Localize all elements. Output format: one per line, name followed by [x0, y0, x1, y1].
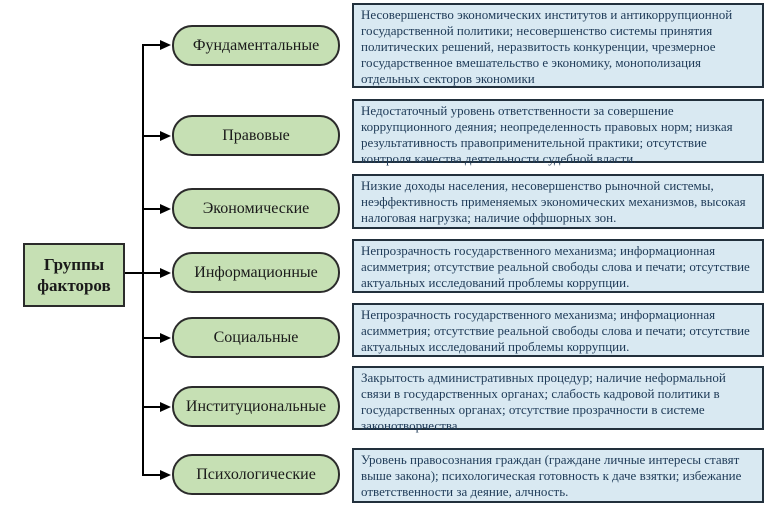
root-node-groups-of-factors: Группы факторов	[23, 243, 125, 307]
connector-branch-social	[142, 337, 162, 339]
factor-node-social: Социальные	[172, 317, 340, 358]
arrow-right-icon	[160, 268, 171, 278]
connector-branch-economic	[142, 208, 162, 210]
arrow-right-icon	[160, 333, 171, 343]
description-box-informational: Непрозрачность государственного механизма; информационная асимметрия; отсутствие реальной свободы слова и печати; отсутствие актуальных исследований проблемы коррупции.	[352, 239, 764, 293]
arrow-right-icon	[160, 470, 171, 480]
description-box-fundamental: Несовершенство экономических институтов и антикоррупционной государственной политики; несовершенство системы принятия политических решений, неразвитость конкуренции, чрезмерное государственное вмешательство е экономику, монополизация отдельных секторов экономики	[352, 3, 764, 88]
description-box-legal: Недостаточный уровень ответственности за совершение коррупционного деяния; неопределенность правовых норм; низкая результативность правоприменительной практики; отсутствие контроля качества деятельности судебной власти.	[352, 99, 764, 163]
description-box-psychological: Уровень правосознания граждан (граждане личные интересы ставят выше закона); психологическая готовность к даче взятки; избежание ответственности за деяние, алчность.	[352, 448, 764, 503]
arrow-right-icon	[160, 40, 171, 50]
arrow-right-icon	[160, 402, 171, 412]
arrow-right-icon	[160, 131, 171, 141]
connector-branch-fundamental	[142, 44, 162, 46]
factor-node-psychological: Психологические	[172, 454, 340, 495]
factor-node-legal: Правовые	[172, 115, 340, 156]
factor-node-institutional: Институциональные	[172, 386, 340, 427]
factor-node-fundamental: Фундаментальные	[172, 25, 340, 66]
description-box-economic: Низкие доходы населения, несовершенство рыночной системы, неэффективность применяемых экономических механизмов, высокая налоговая нагрузка; наличие оффшорных зон.	[352, 174, 764, 229]
connector-branch-institutional	[142, 406, 162, 408]
description-box-social: Непрозрачность государственного механизма; информационная асимметрия; отсутствие реальной свободы слова и печати; отсутствие актуальных исследований проблемы коррупции.	[352, 303, 764, 357]
arrow-right-icon	[160, 204, 171, 214]
factor-node-informational: Информационные	[172, 252, 340, 293]
connector-trunk-line	[142, 44, 144, 476]
connector-branch-informational	[142, 272, 162, 274]
factor-node-economic: Экономические	[172, 188, 340, 229]
connector-branch-legal	[142, 135, 162, 137]
description-box-institutional: Закрытость административных процедур; наличие неформальной связи в государственных органах; слабость кадровой политики в государственных органах; отсутствие прозрачности в системе законотворчества.	[352, 366, 764, 430]
connector-branch-psychological	[142, 474, 162, 476]
